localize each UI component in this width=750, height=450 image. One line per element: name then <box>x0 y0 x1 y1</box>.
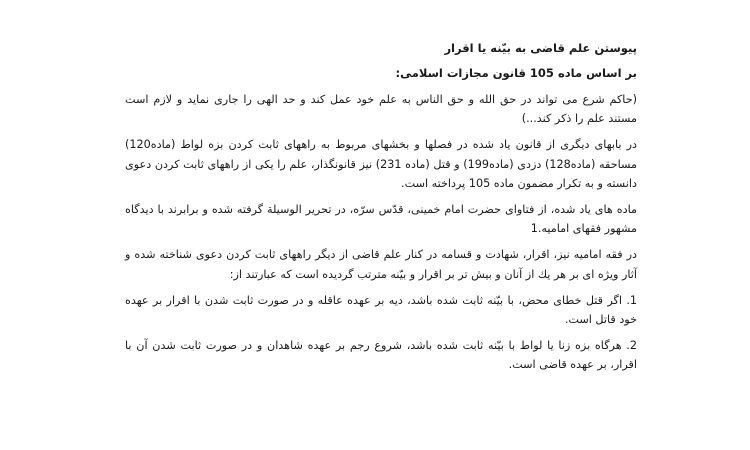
paragraph-item-1: 1. اگر قتل خطای محض، با بیّنه ثابت شده باشد، دیه بر عهده عاقله و در صورت ثابت شدن با اقرار بر عهده خود قاتل است. <box>125 293 637 327</box>
document-title: پیوستن علم قاضی به بیّنه یا اقرار <box>444 41 637 55</box>
paragraph-quote: (حاکم شرع می تواند در حق الله و حق الناس به علم خود عمل کند و حد الهی را جاری نماید و لازم است مستند علم را ذکر کند...) <box>125 93 637 126</box>
paragraph-item-2: 2. هرگاه بزه زنا یا لواط با بیّنه ثابت شده باشد، شروع رجم بر عهده شاهدان و در صورت ثابت شدن آن با اقرار، بر عهده قاضی است. <box>125 339 637 372</box>
paragraph-imami-jurisprudence: در فقه امامیه نیز، اقرار، شهادت و قسامه در کنار علم قاضی از دیگر راههای ثابت کردن دعوی شناخته شده و آثار ویژه ای بر هر یك از آنان و بیش تر بر اقرار و بیّنه مترتب گردیده است که عبارتند از: <box>125 248 637 281</box>
document-page <box>125 38 637 382</box>
document-subtitle: بر اساس ماده 105 قانون مجازات اسلامی: <box>395 66 637 80</box>
paragraph-other-articles: در بابهای دیگری از قانون یاد شده در فصلها و بخشهای مربوط به راههای ثابت کردن بزه لواط (ماده120) مساحقه (ماده128) دزدی (ماده199) و قتل (ماده 231) نیز قانونگذار، علم را یکی از راههای ثابت کردن دعوی دانسته و به تکرار مضمون ماده 105 پرداخته است. <box>125 138 637 190</box>
paragraph-fatwa-source: ماده های یاد شده، از فتاوای حضرت امام خمینی، قدّس سرّه، در تحریر الوسیلة گرفته شده و برابرند با دیدگاه مشهور فقهای امامیه.1 <box>125 203 637 236</box>
